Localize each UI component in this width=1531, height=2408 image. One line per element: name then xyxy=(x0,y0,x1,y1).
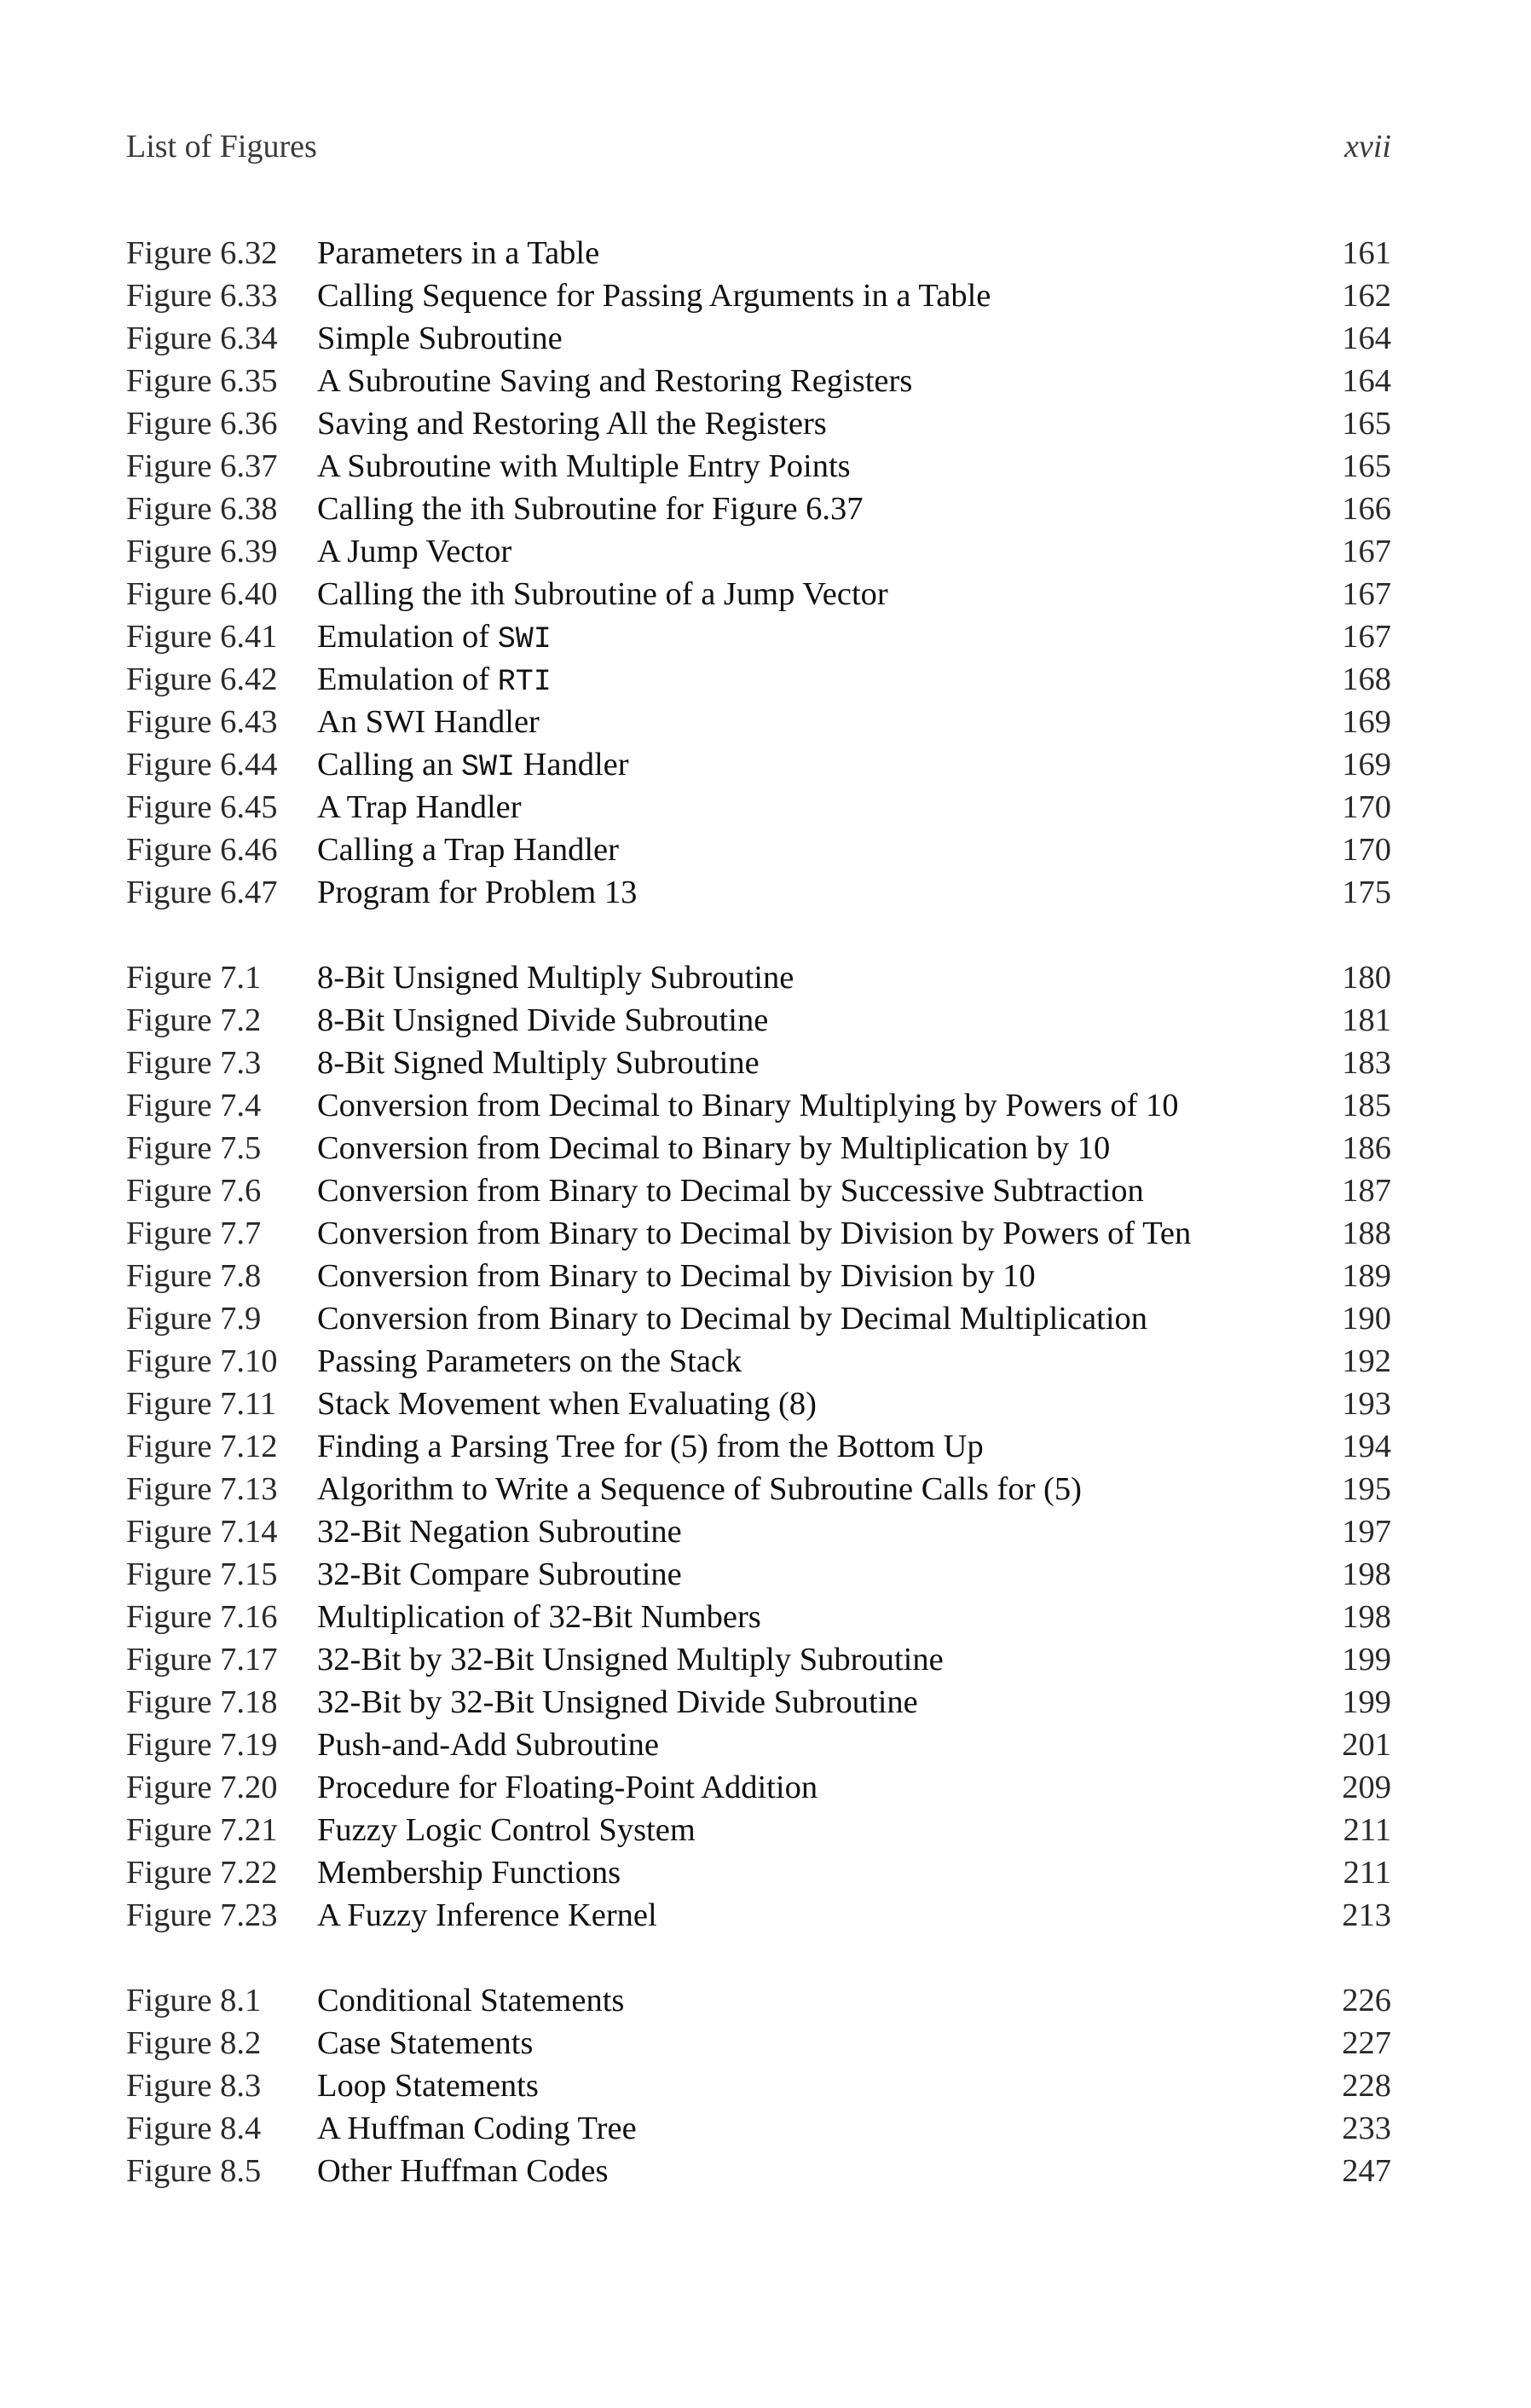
figure-page-number: 199 xyxy=(1342,1642,1391,1678)
figure-page-number: 170 xyxy=(1342,789,1391,825)
figure-number: Figure 6.42 xyxy=(126,661,278,697)
figure-entry xyxy=(126,701,1391,743)
figure-entry xyxy=(126,871,1391,914)
figure-entry xyxy=(126,786,1391,829)
figure-entry xyxy=(126,1851,1391,1894)
figure-page-number: 201 xyxy=(1342,1727,1391,1763)
figure-group xyxy=(126,956,1391,1937)
figure-title: Conversion from Binary to Decimal by Successive Subtraction xyxy=(317,1173,1144,1209)
figure-entry xyxy=(126,1297,1391,1340)
figure-title-text: Calling an xyxy=(317,747,461,782)
figure-title: A Trap Handler xyxy=(317,789,522,825)
running-head-page-number: xvii xyxy=(1344,129,1391,165)
figure-entry xyxy=(126,1084,1391,1127)
figure-page-number: 169 xyxy=(1342,747,1391,782)
figure-page-number: 175 xyxy=(1342,875,1391,910)
figure-entry xyxy=(126,1383,1391,1425)
figure-title: Calling the ith Subroutine for Figure 6.37 xyxy=(317,491,864,527)
figure-title xyxy=(317,658,552,703)
figure-title: Fuzzy Logic Control System xyxy=(317,1812,696,1848)
figure-page-number: 227 xyxy=(1342,2025,1391,2061)
figure-entry xyxy=(126,573,1391,615)
figure-page-number: 186 xyxy=(1342,1130,1391,1166)
figure-title: Procedure for Floating-Point Addition xyxy=(317,1770,818,1805)
figure-page-number: 211 xyxy=(1343,1855,1391,1891)
figure-entry xyxy=(126,1724,1391,1766)
figure-title xyxy=(317,743,629,788)
figure-page-number: 170 xyxy=(1342,832,1391,868)
figure-title: A Fuzzy Inference Kernel xyxy=(317,1897,657,1933)
figure-entry xyxy=(126,2064,1391,2107)
figure-number: Figure 6.46 xyxy=(126,832,278,868)
figure-entry xyxy=(126,999,1391,1042)
figure-entry xyxy=(126,743,1391,786)
figure-page-number: 168 xyxy=(1342,661,1391,697)
figure-number: Figure 7.7 xyxy=(126,1216,262,1251)
figure-page-number: 166 xyxy=(1342,491,1391,527)
figure-page-number: 247 xyxy=(1342,2153,1391,2189)
figure-page-number: 199 xyxy=(1342,1684,1391,1720)
figure-page-number: 211 xyxy=(1343,1812,1391,1848)
figure-title: Push-and-Add Subroutine xyxy=(317,1727,660,1763)
figure-title: 32-Bit Compare Subroutine xyxy=(317,1556,682,1592)
figure-title-text: Emulation of xyxy=(317,661,498,697)
figure-number: Figure 6.47 xyxy=(126,875,278,910)
figure-title: Stack Movement when Evaluating (8) xyxy=(317,1386,817,1422)
figure-page-number: 228 xyxy=(1342,2068,1391,2104)
figure-title: 32-Bit by 32-Bit Unsigned Multiply Subroutine xyxy=(317,1642,944,1678)
figure-page-number: 198 xyxy=(1342,1556,1391,1592)
figure-page-number: 180 xyxy=(1342,960,1391,996)
figure-group xyxy=(126,1979,1391,2192)
figure-entry xyxy=(126,1340,1391,1383)
figure-page-number: 183 xyxy=(1342,1045,1391,1081)
figure-entry xyxy=(126,1809,1391,1851)
figure-title: Conversion from Binary to Decimal by Decimal Multiplication xyxy=(317,1301,1148,1337)
figure-number: Figure 8.2 xyxy=(126,2025,262,2061)
figure-number: Figure 7.19 xyxy=(126,1727,278,1763)
figure-title: 8-Bit Signed Multiply Subroutine xyxy=(317,1045,760,1081)
figure-page-number: 187 xyxy=(1342,1173,1391,1209)
figure-title xyxy=(317,615,552,661)
figure-number: Figure 7.10 xyxy=(126,1343,278,1379)
figure-number: Figure 7.8 xyxy=(126,1258,262,1294)
figure-number: Figure 6.45 xyxy=(126,789,278,825)
figure-title: 32-Bit by 32-Bit Unsigned Divide Subroutine xyxy=(317,1684,918,1720)
figure-entry xyxy=(126,1510,1391,1553)
figure-entry xyxy=(126,1425,1391,1468)
figure-page-number: 181 xyxy=(1342,1002,1391,1038)
figure-title-code: RTI xyxy=(497,665,552,699)
figure-title: Conversion from Binary to Decimal by Division by 10 xyxy=(317,1258,1036,1294)
figure-entry xyxy=(126,1766,1391,1809)
figure-number: Figure 7.14 xyxy=(126,1514,278,1550)
figure-page-number: 195 xyxy=(1342,1471,1391,1507)
figure-entry xyxy=(126,1169,1391,1212)
figure-number: Figure 7.18 xyxy=(126,1684,278,1720)
figure-entry xyxy=(126,658,1391,701)
figure-page-number: 226 xyxy=(1342,1983,1391,2018)
figure-page-number: 185 xyxy=(1342,1088,1391,1123)
figure-title: A Subroutine Saving and Restoring Registers xyxy=(317,363,913,399)
figure-page-number: 188 xyxy=(1342,1216,1391,1251)
figure-number: Figure 7.5 xyxy=(126,1130,262,1166)
figure-page-number: 192 xyxy=(1342,1343,1391,1379)
figure-number: Figure 6.37 xyxy=(126,448,278,484)
figure-entry xyxy=(126,488,1391,530)
figure-title: Calling the ith Subroutine of a Jump Vector xyxy=(317,576,888,612)
list-of-figures xyxy=(126,232,1391,2192)
figure-number: Figure 7.1 xyxy=(126,960,262,996)
figure-title: An SWI Handler xyxy=(317,704,540,740)
figure-number: Figure 6.34 xyxy=(126,320,278,356)
figure-entry xyxy=(126,829,1391,871)
figure-group xyxy=(126,232,1391,914)
figure-number: Figure 6.41 xyxy=(126,619,278,655)
figure-title: Conversion from Decimal to Binary Multiplying by Powers of 10 xyxy=(317,1088,1179,1123)
figure-entry xyxy=(126,1042,1391,1084)
figure-title: Saving and Restoring All the Registers xyxy=(317,406,827,442)
figure-page-number: 167 xyxy=(1342,619,1391,655)
figure-number: Figure 7.3 xyxy=(126,1045,262,1081)
figure-entry xyxy=(126,274,1391,317)
figure-entry xyxy=(126,2107,1391,2150)
figure-title: A Huffman Coding Tree xyxy=(317,2111,637,2146)
figure-page-number: 189 xyxy=(1342,1258,1391,1294)
figure-page-number: 169 xyxy=(1342,704,1391,740)
figure-number: Figure 6.44 xyxy=(126,747,278,782)
figure-entry xyxy=(126,1255,1391,1297)
figure-title: Parameters in a Table xyxy=(317,235,600,271)
figure-entry xyxy=(126,1596,1391,1638)
figure-title: Conversion from Decimal to Binary by Multiplication by 10 xyxy=(317,1130,1111,1166)
figure-number: Figure 7.12 xyxy=(126,1429,278,1464)
figure-page-number: 190 xyxy=(1342,1301,1391,1337)
figure-title: Calling a Trap Handler xyxy=(317,832,619,868)
figure-page-number: 198 xyxy=(1342,1599,1391,1635)
figure-title: Membership Functions xyxy=(317,1855,621,1891)
figure-entry xyxy=(126,1681,1391,1724)
figure-number: Figure 7.21 xyxy=(126,1812,278,1848)
figure-page-number: 167 xyxy=(1342,534,1391,569)
figure-entry xyxy=(126,1212,1391,1255)
figure-page-number: 194 xyxy=(1342,1429,1391,1464)
figure-entry xyxy=(126,445,1391,488)
figure-title: Loop Statements xyxy=(317,2068,539,2104)
figure-entry xyxy=(126,1553,1391,1596)
figure-title: Calling Sequence for Passing Arguments in a Table xyxy=(317,278,991,314)
figure-number: Figure 7.22 xyxy=(126,1855,278,1891)
figure-page-number: 164 xyxy=(1342,320,1391,356)
figure-page-number: 233 xyxy=(1342,2111,1391,2146)
figure-title-text: Emulation of xyxy=(317,619,498,655)
figure-entry xyxy=(126,232,1391,274)
figure-page-number: 165 xyxy=(1342,448,1391,484)
figure-title: Program for Problem 13 xyxy=(317,875,638,910)
figure-number: Figure 6.39 xyxy=(126,534,278,569)
figure-entry xyxy=(126,402,1391,445)
figure-title: Algorithm to Write a Sequence of Subroutine Calls for (5) xyxy=(317,1471,1082,1507)
figure-number: Figure 6.43 xyxy=(126,704,278,740)
figure-number: Figure 6.38 xyxy=(126,491,278,527)
figure-title: Other Huffman Codes xyxy=(317,2153,609,2189)
figure-page-number: 161 xyxy=(1342,235,1391,271)
figure-entry xyxy=(126,530,1391,573)
figure-number: Figure 7.9 xyxy=(126,1301,262,1337)
figure-entry xyxy=(126,317,1391,360)
figure-number: Figure 6.33 xyxy=(126,278,278,314)
figure-number: Figure 8.3 xyxy=(126,2068,262,2104)
figure-entry xyxy=(126,615,1391,658)
figure-number: Figure 7.16 xyxy=(126,1599,278,1635)
figure-entry xyxy=(126,956,1391,999)
figure-entry xyxy=(126,2022,1391,2064)
figure-page-number: 197 xyxy=(1342,1514,1391,1550)
figure-entry xyxy=(126,2150,1391,2192)
figure-number: Figure 7.17 xyxy=(126,1642,278,1678)
figure-title: 8-Bit Unsigned Divide Subroutine xyxy=(317,1002,769,1038)
figure-number: Figure 7.20 xyxy=(126,1770,278,1805)
figure-entry xyxy=(126,1127,1391,1169)
figure-page-number: 213 xyxy=(1342,1897,1391,1933)
figure-number: Figure 8.5 xyxy=(126,2153,262,2189)
figure-page-number: 193 xyxy=(1342,1386,1391,1422)
figure-number: Figure 7.6 xyxy=(126,1173,262,1209)
figure-title: Passing Parameters on the Stack xyxy=(317,1343,742,1379)
figure-title: 8-Bit Unsigned Multiply Subroutine xyxy=(317,960,794,996)
figure-title: 32-Bit Negation Subroutine xyxy=(317,1514,682,1550)
figure-title-code: SWI xyxy=(497,622,552,656)
figure-title-code: SWI xyxy=(460,750,515,784)
figure-entry xyxy=(126,360,1391,402)
figure-page-number: 164 xyxy=(1342,363,1391,399)
figure-title: Finding a Parsing Tree for (5) from the Bottom Up xyxy=(317,1429,984,1464)
figure-title: Conditional Statements xyxy=(317,1983,625,2018)
figure-title: Case Statements xyxy=(317,2025,534,2061)
figure-title-text: Handler xyxy=(514,747,629,782)
figure-number: Figure 7.4 xyxy=(126,1088,262,1123)
figure-number: Figure 8.1 xyxy=(126,1983,262,2018)
figure-entry xyxy=(126,1468,1391,1510)
figure-number: Figure 7.15 xyxy=(126,1556,278,1592)
figure-title: Conversion from Binary to Decimal by Division by Powers of Ten xyxy=(317,1216,1192,1251)
figure-number: Figure 7.13 xyxy=(126,1471,278,1507)
figure-entry xyxy=(126,1894,1391,1937)
figure-entry xyxy=(126,1979,1391,2022)
running-head xyxy=(126,128,1391,170)
figure-page-number: 165 xyxy=(1342,406,1391,442)
figure-number: Figure 6.35 xyxy=(126,363,278,399)
figure-page-number: 167 xyxy=(1342,576,1391,612)
figure-title: Simple Subroutine xyxy=(317,320,563,356)
figure-title: A Jump Vector xyxy=(317,534,512,569)
figure-title: Multiplication of 32-Bit Numbers xyxy=(317,1599,761,1635)
figure-number: Figure 6.32 xyxy=(126,235,278,271)
figure-number: Figure 8.4 xyxy=(126,2111,262,2146)
figure-number: Figure 7.11 xyxy=(126,1386,277,1422)
figure-number: Figure 7.2 xyxy=(126,1002,262,1038)
running-head-title: List of Figures xyxy=(126,129,317,165)
figure-page-number: 162 xyxy=(1342,278,1391,314)
figure-number: Figure 6.36 xyxy=(126,406,278,442)
figure-title: A Subroutine with Multiple Entry Points xyxy=(317,448,851,484)
figure-page-number: 209 xyxy=(1342,1770,1391,1805)
figure-number: Figure 6.40 xyxy=(126,576,278,612)
figure-number: Figure 7.23 xyxy=(126,1897,278,1933)
figure-entry xyxy=(126,1638,1391,1681)
